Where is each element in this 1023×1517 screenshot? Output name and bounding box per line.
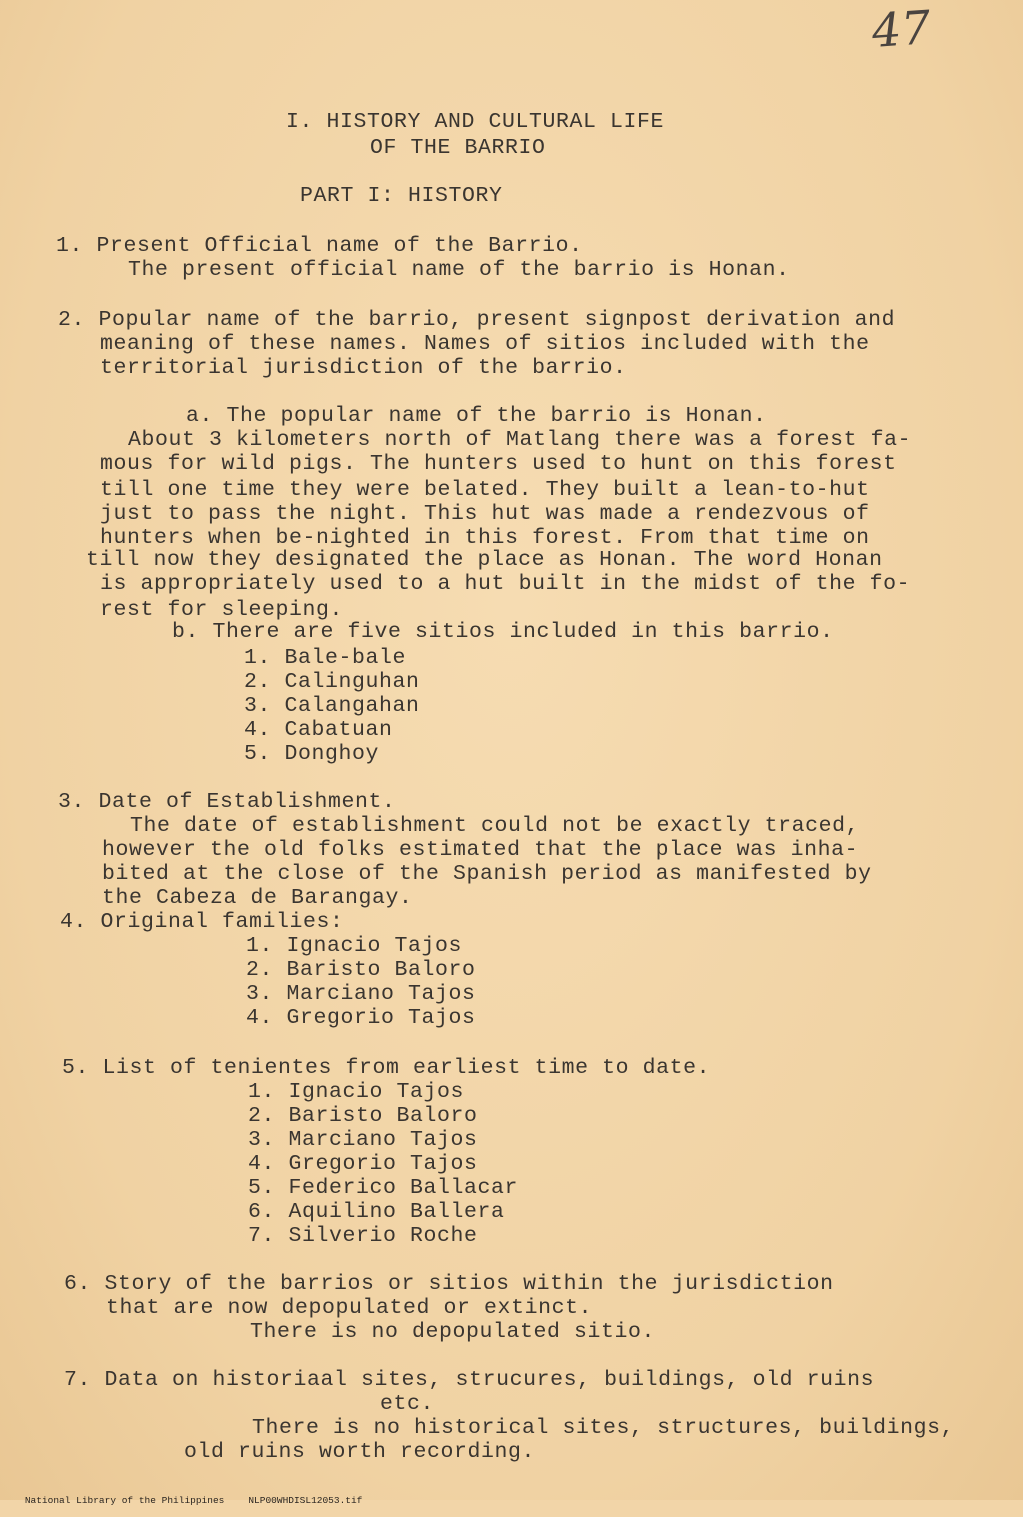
q2-a-intro: a. The popular name of the barrio is Honan. [186, 404, 767, 428]
teniente-item: 4. Gregorio Tajos [248, 1152, 478, 1176]
q7-answer-1: There is no historical sites, structures, buildings, [252, 1416, 955, 1440]
q5-heading: 5. List of tenientes from earliest time to date. [62, 1056, 711, 1080]
q7-heading-2: etc. [380, 1392, 435, 1416]
q3-line: however the old folks estimated that the place was inha- [102, 838, 859, 862]
q2-heading-1: 2. Popular name of the barrio, present signpost derivation and [58, 308, 896, 332]
q1-heading: 1. Present Official name of the Barrio. [56, 234, 583, 258]
page-number: 47 [870, 0, 933, 58]
q1-answer: The present official name of the barrio is Honan. [128, 258, 790, 282]
q2-b-intro: b. There are five sitios included in this barrio. [172, 620, 834, 644]
teniente-item: 1. Ignacio Tajos [248, 1080, 465, 1104]
q2-a-line: just to pass the night. This hut was made a rendezvous of [100, 502, 870, 526]
q4-heading: 4. Original families: [60, 910, 344, 934]
title-line-1: I. HISTORY AND CULTURAL LIFE [286, 110, 665, 134]
teniente-item: 5. Federico Ballacar [248, 1176, 519, 1200]
q6-heading-2: that are now depopulated or extinct. [106, 1296, 593, 1320]
q3-line: The date of establishment could not be exactly traced, [130, 814, 860, 838]
q3-heading: 3. Date of Establishment. [58, 790, 396, 814]
q6-heading-1: 6. Story of the barrios or sitios within the jurisdiction [64, 1272, 834, 1296]
teniente-item: 3. Marciano Tajos [248, 1128, 478, 1152]
q7-answer-2: old ruins worth recording. [184, 1440, 536, 1464]
q3-line: bited at the close of the Spanish period as manifested by [102, 862, 872, 886]
q2-heading-3: territorial jurisdiction of the barrio. [100, 356, 627, 380]
title-line-2: OF THE BARRIO [370, 136, 546, 160]
q2-heading-2: meaning of these names. Names of sitios included with the [100, 332, 870, 356]
family-item: 4. Gregorio Tajos [246, 1006, 476, 1030]
q7-heading-1: 7. Data on historiaal sites, strucures, buildings, old ruins [64, 1368, 875, 1392]
sitio-item: 2. Calinguhan [244, 670, 420, 694]
library-label: National Library of the Philippines [24, 1495, 225, 1506]
q6-answer: There is no depopulated sitio. [250, 1320, 656, 1344]
q2-a-line: till now they designated the place as Honan. The word Honan [86, 548, 883, 572]
sitio-item: 4. Cabatuan [244, 718, 393, 742]
q3-line: the Cabeza de Barangay. [102, 886, 413, 910]
q2-a-line: till one time they were belated. They built a lean-to-hut [100, 478, 870, 502]
teniente-item: 2. Baristo Baloro [248, 1104, 478, 1128]
family-item: 1. Ignacio Tajos [246, 934, 463, 958]
q2-a-line: rest for sleeping. [100, 598, 344, 622]
q2-a-line: hunters when be-nighted in this forest. From that time on [100, 526, 870, 550]
sitio-item: 5. Donghoy [244, 742, 380, 766]
family-item: 2. Baristo Baloro [246, 958, 476, 982]
sitio-item: 1. Bale-bale [244, 646, 407, 670]
teniente-item: 6. Aquilino Ballera [248, 1200, 505, 1224]
q2-a-line: About 3 kilometers north of Matlang there was a forest fa- [128, 428, 912, 452]
q2-a-line: mous for wild pigs. The hunters used to hunt on this forest [100, 452, 897, 476]
teniente-item: 7. Silverio Roche [248, 1224, 478, 1248]
file-label: NLP00WHDISL12053.tif [248, 1495, 363, 1506]
q2-a-line: is appropriately used to a hut built in the midst of the fo- [100, 572, 911, 596]
part-heading: PART I: HISTORY [300, 184, 503, 208]
scan-footer [2, 1484, 386, 1517]
family-item: 3. Marciano Tajos [246, 982, 476, 1006]
sitio-item: 3. Calangahan [244, 694, 420, 718]
